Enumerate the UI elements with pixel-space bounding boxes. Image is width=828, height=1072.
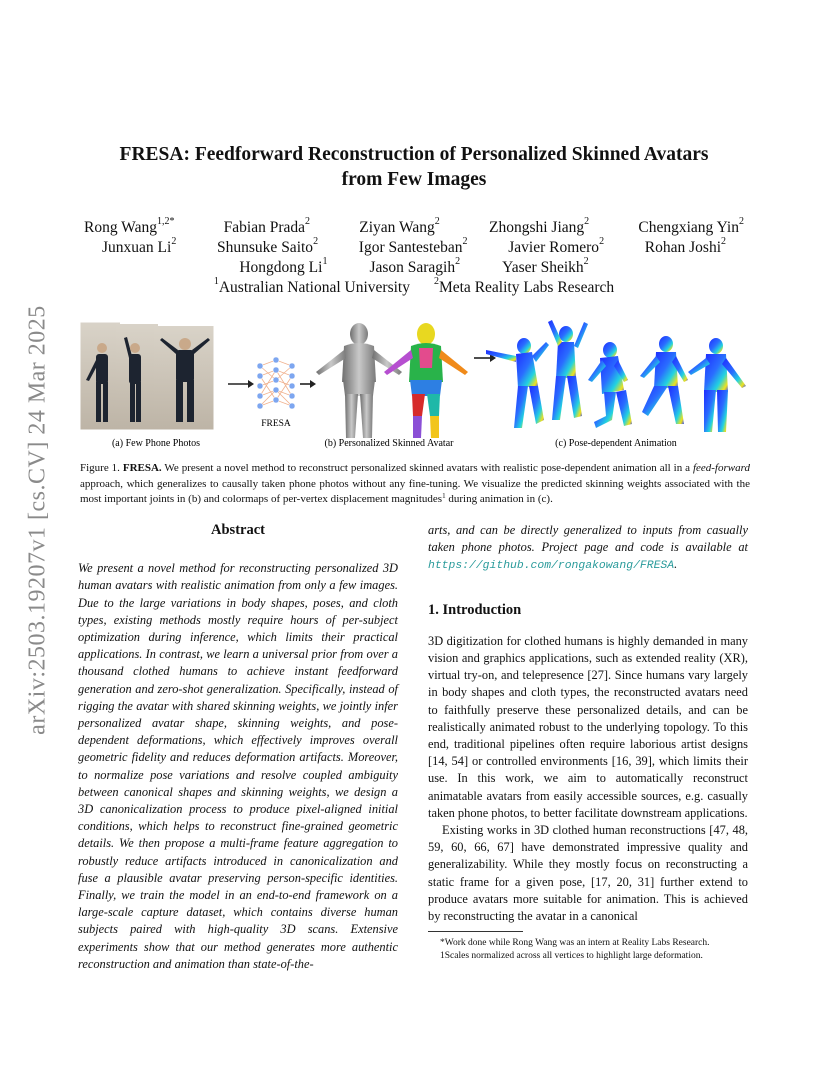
arxiv-watermark: arXiv:2503.19207v1 [cs.CV] 24 Mar 2025 bbox=[24, 305, 51, 735]
intro-paragraph-2: Existing works in 3D clothed human reconstructions [47, 48, 59, 60, 66, 67] have demonstrated impressive quality and generalizability. While they mostly focus on reconstructing a static frame for a given pose, [17, 20, 31] further extend to produce avatars more suitable for animation. This is achieved by reconstructing the avatar in a canonical bbox=[428, 823, 748, 924]
skinning-weights-avatar bbox=[384, 323, 468, 438]
abstract-column bbox=[78, 522, 398, 973]
affiliations bbox=[80, 278, 748, 298]
label-a: (a) Few Phone Photos bbox=[111, 438, 201, 449]
intro-paragraph-1: 3D digitization for clothed humans is highly demanded in many vision and graphics applications, such as extended reality (XR), virtual try-on, and telepresence [27]. Since humans vary largely in body shapes and cloth types, the reconstructed avatars need to faithfully preserve these personalized details, and can be realistically animated robust to the underlying topology. To this end, traditional pipelines often require laborious artist designs [14, 54] or controlled environments [16, 39], which limits their use. In this work, we aim to automatically reconstruct animatable avatars from easily accessible sources, e.g. casually taken phone photos, to better facilitate downstream applications. bbox=[428, 633, 748, 820]
right-column bbox=[428, 522, 748, 925]
author: Chengxiang Yin$^2$ bbox=[638, 216, 744, 236]
author: Rohan Joshi$^2$ bbox=[644, 236, 726, 256]
affiliation: $^1$Australian National University bbox=[213, 276, 410, 296]
network-label: FRESA bbox=[261, 419, 291, 429]
figure-caption: Figure 1. FRESA. We present a novel method to reconstruct personalized skinned avatars with realistic pose-dependent animation all in a feed-forward approach, which generalizes to causally taken phone photos without any fine-tuning. We visualize the predicted skinning weights associated with the most important joints in (b) and colormaps of per-vertex displacement magnitudes$^1$ during animation in (c). bbox=[80, 462, 750, 505]
footnote-rule bbox=[428, 931, 523, 932]
label-c: (c) Pose-dependent Animation bbox=[555, 438, 677, 449]
author-row-3 bbox=[80, 258, 748, 278]
intro-heading: 1. Introduction bbox=[428, 601, 522, 618]
author: Ziyan Wang$^2$ bbox=[359, 216, 440, 236]
teaser-illustration bbox=[76, 320, 752, 455]
label-b: (b) Personalized Skinned Avatar bbox=[324, 438, 454, 449]
author-row-2 bbox=[80, 238, 748, 258]
author: Jason Saragih$^2$ bbox=[369, 256, 461, 276]
abstract-body: We present a novel method for reconstructing personalized 3D human avatars with realistic animation from only a few images. Due to the large variations in body shapes, poses, and cloth types, existing methods mostly require hours of per-subject optimization during inference, which limits their practical applications. In contrast, we learn a universal prior from over a thousand clothed humans to achieve instant feedforward generation and zero-shot generalization. Specifically, instead of rigging the avatar with shared skinning weights, we jointly infer personalized avatar shape, skinning weights, and pose-dependent deformations, which effectively improves overall geometric fidelity and reduces deformation artifacts. Moreover, to normalize pose variations and resolve coupled ambiguity between canonical shapes and skinning weights, we design a 3D canonicalization process to produce pixel-aligned initial conditions, which helps to reconstruct fine-grained geometric details. We then propose a multi-frame feature aggregation to robustly reduce artifacts introduced in canonicalization and fuse a plausible avatar preserving person-specific identities. Finally, we train the model in an end-to-end framework on a large-scale capture dataset, which contains diverse human subjects paired with high-quality 3D scans. Extensive experiments show that our method generates more authentic reconstruction and animation than state-of-the- bbox=[78, 561, 398, 971]
abstract-heading: Abstract bbox=[211, 522, 265, 538]
teaser-figure bbox=[76, 320, 752, 455]
author: Rong Wang$^{1,2*}$ bbox=[84, 216, 175, 236]
author: Hongdong Li$^1$ bbox=[239, 256, 328, 276]
abstract-continued: arts, and can be directly generalized to inputs from casually taken phone photos. Project page and code is available at https://github.com/rongakowang/FRESA. bbox=[428, 523, 748, 573]
footnote-1: *Work done while Rong Wang was an intern at Reality Labs Research. bbox=[440, 938, 710, 948]
footnotes bbox=[440, 937, 750, 963]
paper-title: FRESA: Feedforward Reconstruction of Personalized Skinned Avatars from Few Images bbox=[119, 144, 709, 190]
author: Junxuan Li$^2$ bbox=[102, 236, 177, 256]
author: Igor Santesteban$^2$ bbox=[358, 236, 468, 256]
affiliation: $^2$Meta Reality Labs Research bbox=[433, 276, 615, 296]
animated-avatars bbox=[486, 320, 746, 432]
project-link[interactable]: https://github.com/rongakowang/FRESA bbox=[428, 560, 675, 573]
neural-network-icon bbox=[257, 357, 295, 409]
phone-photos bbox=[80, 322, 214, 430]
author: Shunsuke Saito$^2$ bbox=[217, 236, 319, 256]
footnote-2: 1Scales normalized across all vertices to highlight large deformation. bbox=[440, 951, 703, 961]
gray-avatar bbox=[316, 323, 402, 438]
author-block bbox=[80, 218, 748, 298]
author: Javier Romero$^2$ bbox=[508, 236, 605, 256]
author-row-1 bbox=[80, 218, 748, 238]
author: Zhongshi Jiang$^2$ bbox=[489, 216, 590, 236]
author: Fabian Prada$^2$ bbox=[223, 216, 311, 236]
author: Yaser Sheikh$^2$ bbox=[502, 256, 589, 276]
